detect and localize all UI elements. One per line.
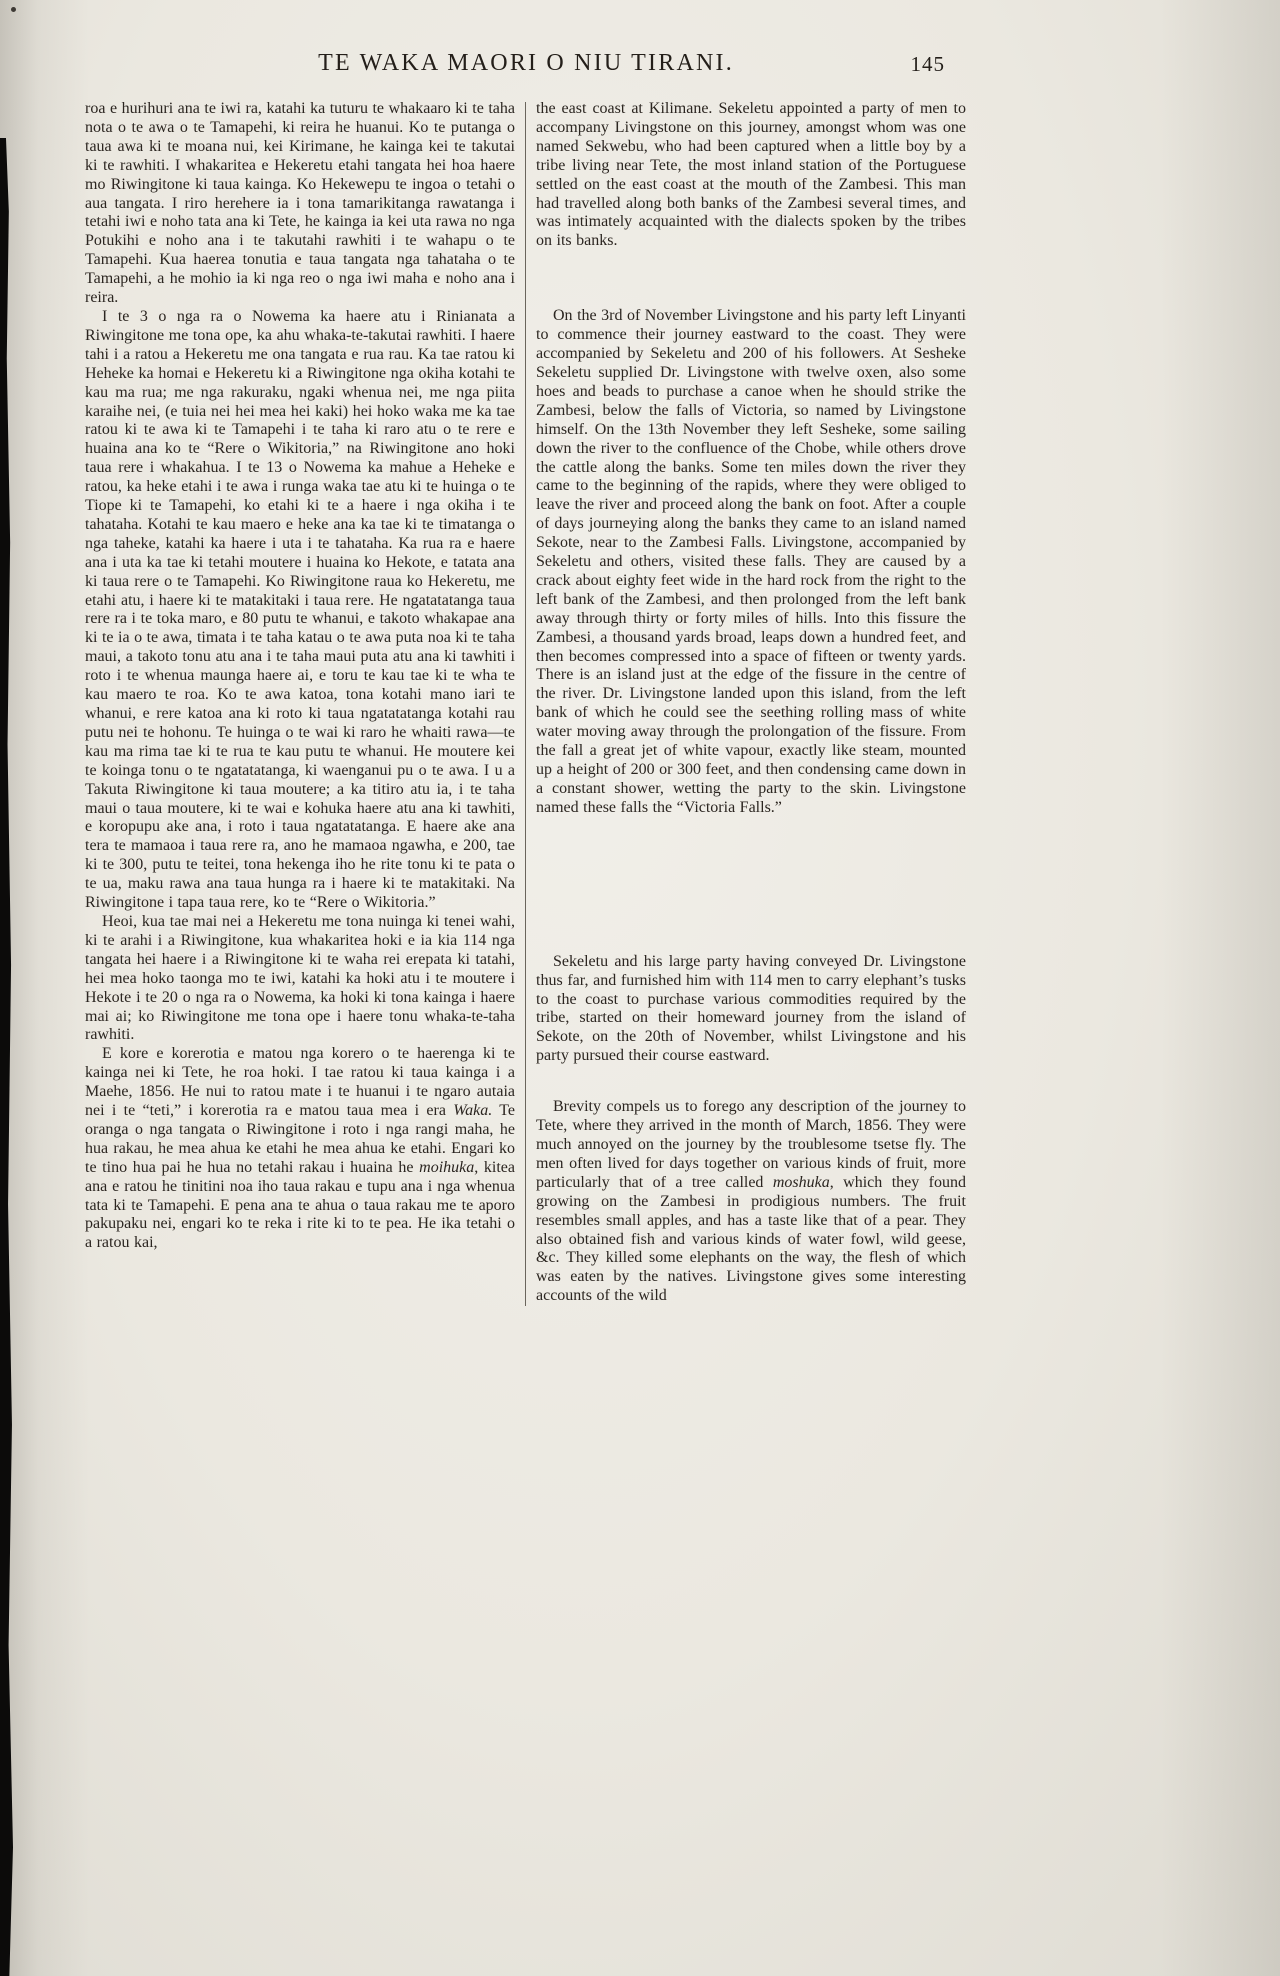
newspaper-page (85, 0, 967, 1306)
column-divider (525, 102, 526, 1306)
paragraph (85, 1045, 515, 1253)
paragraph (536, 953, 966, 1066)
right-column-english (536, 100, 966, 1306)
text-columns (85, 100, 967, 1306)
text-segment: the east coast at Kilimane. Sekeletu appointed a party of men to accompany Livingstone on this journey, amongst whom was one named Sekwebu, who had been captured when a little boy by a tribe living near Tete, the most inland station of the Portuguese settled on the east coast at the mouth of the Zambesi. This man had travelled along both banks of the Zambesi several times, and was intimately acquainted with the dialects spoken by the tribes on its banks. (536, 100, 966, 250)
paragraph (536, 1098, 966, 1306)
text-segment: I te 3 o nga ra o Nowema ka haere atu i Rinianata a Riwingitone me tona ope, ka ahu whaka-te-takutai rawhiti. I haere tahi i a ratou a Hekeretu me ona tangata e rua rau. Ka tae ratou ki Heheke ka homai e Hekeretu ki a Riwingitone nga okiha kotahi te kau ma rua; me nga rakuraku, ngaki whenua nei, me nga piita karaihe nei, (e tuia nei hei mea hei kaki) hei hoko waka me ka tae ratou ki te awa ki te Tamapehi i te taha ki raro atu o te rere e huaina ana ko te “Rere o Wikitoria,” na Riwingitone ano hoki taua rere i whakahua. I te 13 o Nowema ka mahue a Heheke e ratou, ka heke etahi i te awa i runga waka tae atu ki te huinga o te Tiope ki te Tamapehi, ko etahi ki te a haere i nga okiha i te tahataha. Kotahi te kau maero e heke ana ka tae ki te timatanga o nga taheke, katahi ka haere i uta i te tahataha. Ka rua ra e haere ana i uta ka tae ki tetahi moutere i huaina ko Hekote, e tatata ana ki taua rere o te Tamapehi. Ko Riwingitone raua ko Hekeretu, me etahi atu, i haere ki te matakitaki i taua rere. He ngatatatanga taua rere ra i te toka maro, e 80 putu te whanui, e takoto whakapae ana ki te ia o te awa, timata i te taha katau o te awa puta noa ki te taha maui, a takoto tonu atu ana i te taha maui puta atu ana ki tawhiti i roto i te whenua maunga haere ai, e toru te kau tae ki te wha te kau maero te roa. Ko te awa katoa, tona kotahi mano iari te whanui, e rere katoa ana ki roto ki taua ngatatatanga kotahi rau putu nei te hohonu. Te huinga o te wai ki raro he whaiti rawa—te kau ma rima tae ki te rua te kau putu te whanui. He moutere kei te koinga tonu o te ngatatatanga, ki waenganui pu o te awa. I u a Takuta Riwingitone ki taua moutere; a ka titiro atu ia, i te taha maui o taua moutere, ki te wai e kohuka haere atu ana ki tawhiti, e koropupu ake ana, i roto i taua ngatatatanga. E haere ake ana tera te mamaoa i taua rere ra, ano he mamaoa ngawha, e 200, tae ki te 300, putu te teitei, tona hekenga iho he rite tonu ki te pata o te ua, maku rawa ana taua hunga ra i haere ki te matakitaki. Na Riwingitone i tapa taua rere, ko te “Rere o Wikitoria.” (85, 307, 515, 912)
paragraph (85, 308, 515, 913)
text-segment: , kitea ana e ratou he tinitini noa iho taua rakau e tupu ana i nga whenua tata ki te Tamapehi. E pena ana te ahua o taua rakau me te aporo pakupaku nei, engari ko te reka i rite ki to te pea. He ika tetahi o a ratou kai, (85, 1158, 515, 1252)
text-segment: roa e hurihuri ana te iwi ra, katahi ka tuturu te whakaaro ki te taha nota o te awa o te Tamapehi, ki reira he huanui. Ko te putanga o taua awa ki te moana nui, kei Kirimane, he kainga kei te takutai ki te rawhiti. I whakaritea e Hekeretu etahi tangata hei hoa haere mo Riwingitone ki taua kainga. Ko Hekewepu te ingoa o tetahi o aua tangata. I riro herehere ia i tona tamarikitanga rawatanga i tetahi iwi e noho tata ana ki Tete, he kainga ia kei uta rawa no nga Potukihi e noho ana i te takutahi rawhiti i te wahapu o te Tamapehi. Kua haerea tonutia e taua tangata nga tahataha o te Tamapehi, a he mohio ia ki nga reo o nga iwi maha e noho ana i reira. (85, 100, 515, 307)
page-title: TE WAKA MAORI O NIU TIRANI. (318, 50, 734, 76)
text-segment: , which they found growing on the Zambesi in prodigious numbers. The fruit resembles small apples, and has a taste like that of a pear. They also obtained fish and various kinds of water fowl, wild geese, &c. They killed some elephants on the way, the flesh of which was eaten by the natives. Livingstone gives some interesting accounts of the wild (536, 1173, 966, 1305)
scan-binding-edge (0, 138, 13, 1976)
page-number: 145 (910, 52, 945, 76)
page-header (85, 50, 967, 86)
text-segment: On the 3rd of November Livingstone and his party left Linyanti to commence their journey eastward to the coast. They were accompanied by Sekeletu and 200 of his followers. At Sesheke Sekeletu supplied Dr. Livingstone with twelve oxen, also some hoes and beads to purchase a canoe when he should strike the Zambesi, below the falls of Victoria, so named by Livingstone himself. On the 13th November they left Sesheke, some sailing down the river to the confluence of the Chobe, while others drove the cattle along the banks. Some ten miles down the river they came to the beginning of the rapids, where they were obliged to leave the river and proceed along the bank on foot. After a couple of days journeying along the banks they came to an island named Sekote, near to the Zambesi Falls. Livingstone, accompanied by Sekeletu and others, visited these falls. They are caused by a crack about eighty feet wide in the hard rock from the right to the left bank of the Zambesi, and then prolonged from the left bank away through thirty or forty miles of hills. Into this fissure the Zambesi, a thousand yards broad, leaps down a hundred feet, and then becomes compressed into a space of fifteen or twenty yards. There is an island just at the edge of the fissure in the centre of the river. Dr. Livingstone landed upon this island, from the left bank of which he could see the seething rolling mass of white water moving away through the prolongation of the fissure. From the fall a great jet of white vapour, exactly like steam, mounted up a height of 200 or 300 feet, and then condensing came down in a constant shower, wetting the party to the skin. Livingstone named these falls the “Victoria Falls.” (536, 307, 966, 816)
paragraph (536, 100, 966, 251)
text-segment: Brevity compels us to forego any description of the journey to Tete, where they arrived in the month of March, 1856. They were much annoyed on the journey by the troublesome tsetse fly. The men often lived for days together on various kinds of fruit, more particularly that of a tree called (536, 1098, 966, 1191)
text-segment: moihuka (419, 1158, 475, 1176)
text-segment: E kore e korerotia e matou nga korero o te haerenga ki te kainga nei ki Tete, he roa hoki. I tae ratou ki taua kainga i a Maehe, 1856. He nui to ratou mate i te huanui i te ngaro autaia nei i te “teti,” i korerotia ra e matou taua mea i era (85, 1045, 515, 1120)
text-segment: Heoi, kua tae mai nei a Hekeretu me tona nuinga ki tenei wahi, ki te arahi i a Riwingitone, kua whakaritea hoki e ia kia 114 nga tangata hei haere i a Riwingitone ki te waha rei erepata ki tatahi, hei mea hoko taonga mo te iwi, katahi ka hoki atu i te moutere i Hekote i te 20 o nga ra o Nowema, ka hoki ki tona kainga i haere mai ai; ko Riwingitone me tona ope i haere tonu whaka-te-taha rawhiti. (85, 912, 515, 1044)
paragraph (85, 100, 515, 308)
left-column-maori (85, 100, 515, 1306)
scan-artifact-dot (11, 7, 16, 12)
text-segment: Te oranga o nga tangata o Riwingitone i roto i nga rangi maha, he hua rakau, he mea ahua ke etahi he mea ahua ke etahi. Engari ko te tino hua pai he hua no tetahi rakau i huaina he (85, 1102, 516, 1176)
paragraph (85, 913, 515, 1045)
text-segment: moshuka (772, 1173, 830, 1191)
text-segment: Waka. (453, 1102, 493, 1120)
text-segment: Sekeletu and his large party having conveyed Dr. Livingstone thus far, and furnished him with 114 men to carry elephant’s tusks to the coast to purchase various commodities required by the tribe, started on their homeward journey from the island of Sekote, on the 20th of November, whilst Livingstone and his party pursued their course eastward. (536, 952, 966, 1065)
paragraph (536, 307, 966, 817)
